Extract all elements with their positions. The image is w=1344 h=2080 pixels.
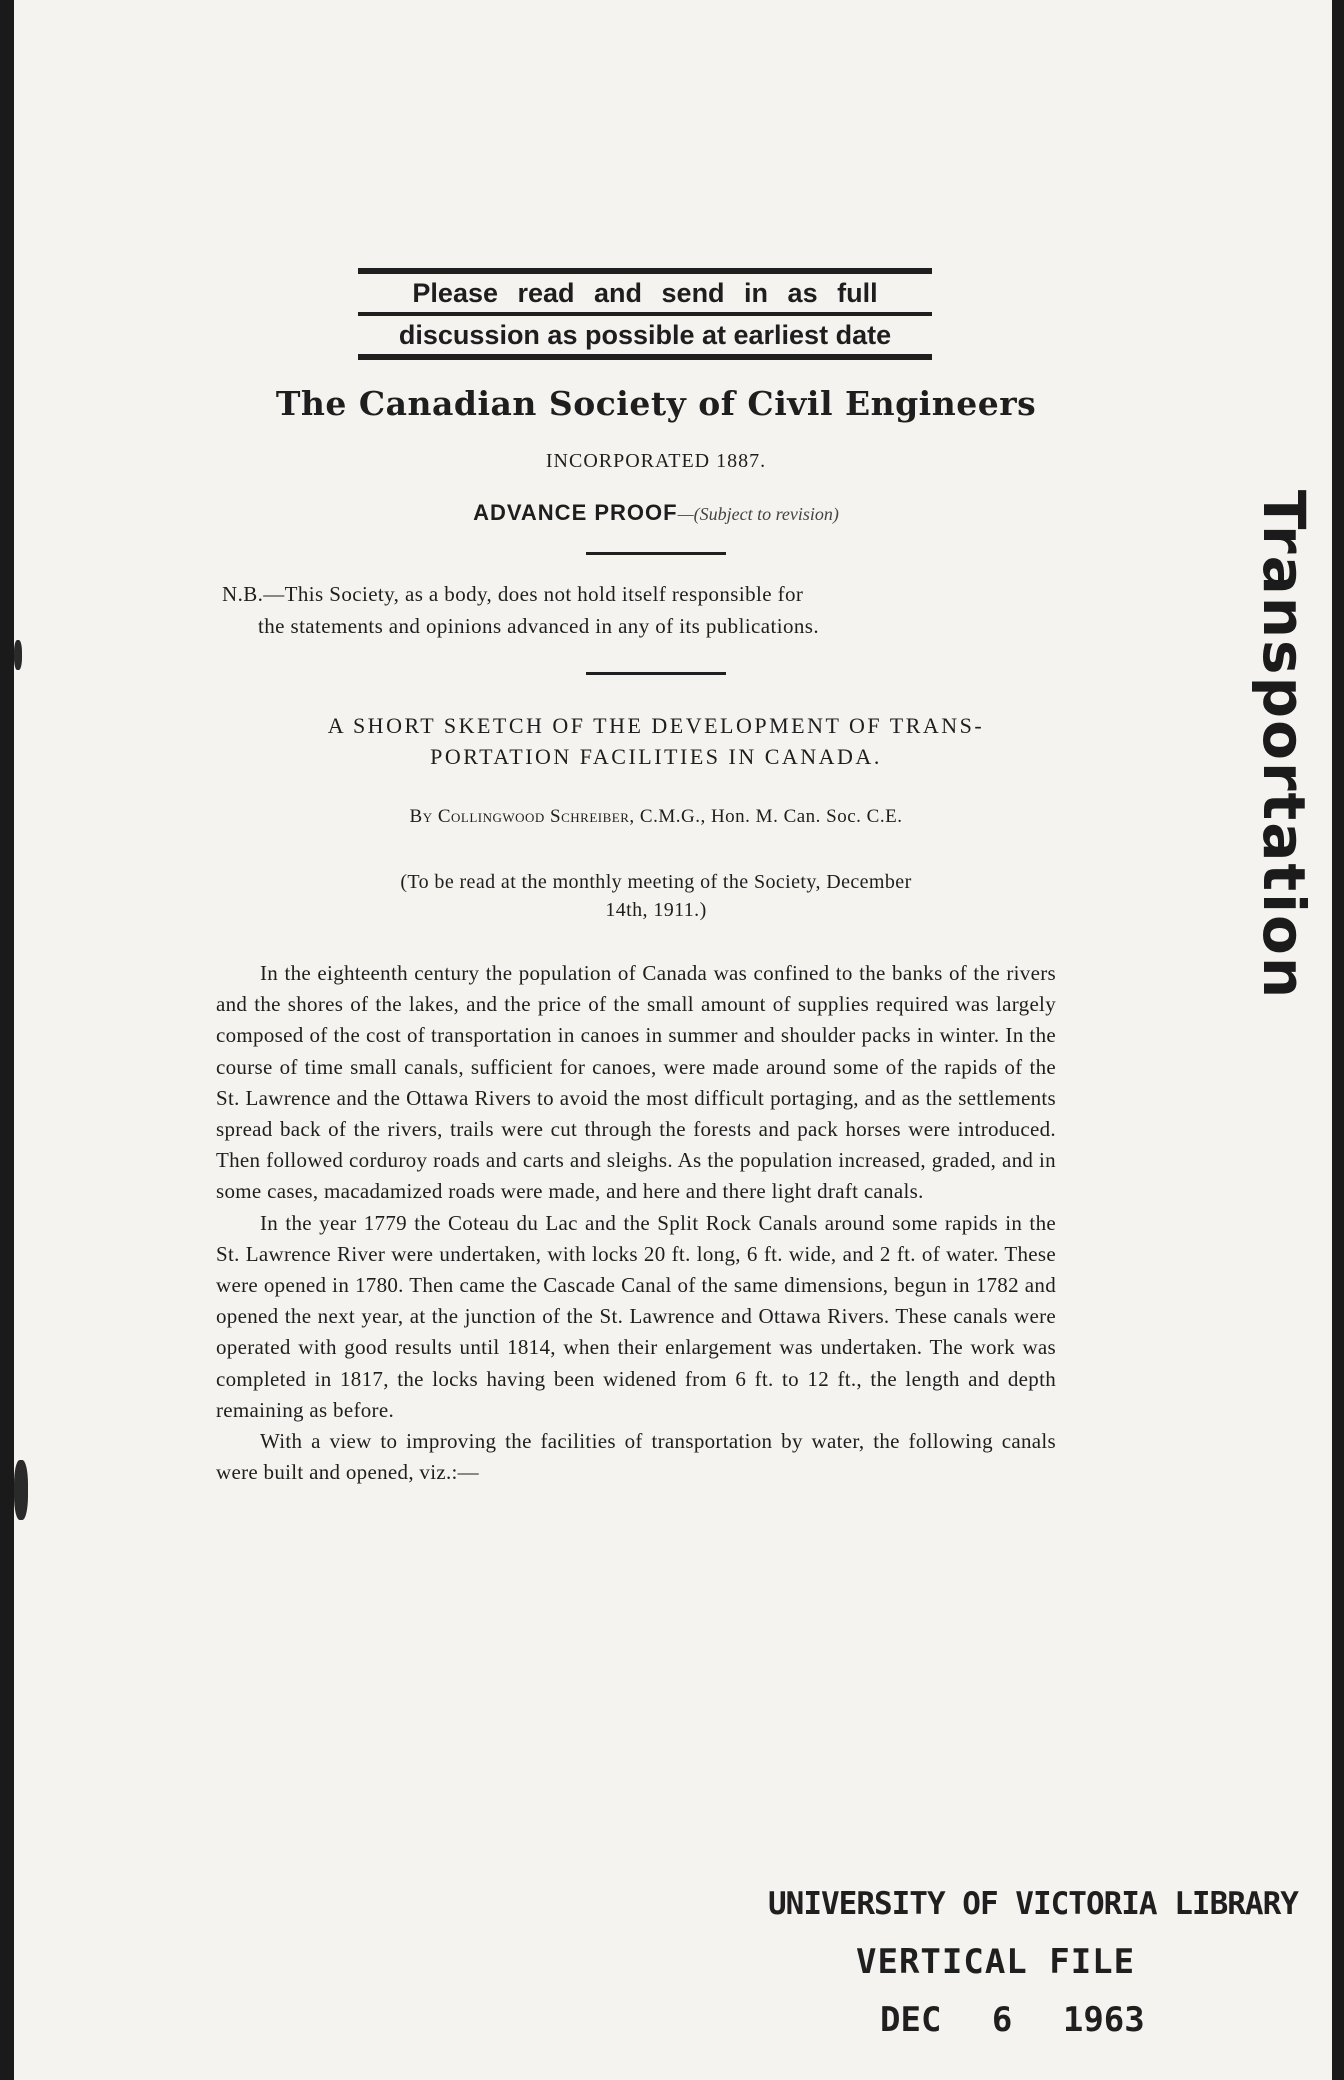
handwritten-label: [1250, 440, 1318, 1050]
stamp-file-type: VERTICAL FILE: [856, 1942, 1136, 1982]
author-credentials: , C.M.G., Hon. M. Can. Soc. C.E.: [629, 806, 903, 827]
divider-rule: [586, 672, 726, 675]
incorporated-line: INCORPORATED 1887.: [545, 450, 767, 472]
disclaimer-line-1: N.B.—This Society, as a body, does not hold itself responsible for: [222, 582, 804, 606]
notice-line-1: Please read and send in as full: [412, 278, 878, 308]
reading-note: [246, 868, 1066, 924]
discussion-notice: [358, 268, 932, 360]
scan-blemish: [14, 1460, 28, 1520]
notice-bottom-rule: [358, 354, 932, 360]
title-line-2: PORTATION FACILITIES IN CANADA.: [430, 744, 882, 769]
document-page: [14, 0, 1332, 2080]
scan-blemish: [14, 640, 22, 670]
advance-proof-label: ADVANCE PROOF: [473, 500, 678, 525]
paper-title: [216, 710, 1096, 772]
author-byline: [246, 806, 1066, 828]
revision-note: —(Subject to revision): [677, 504, 839, 524]
reading-note-line-2: 14th, 1911.): [605, 899, 707, 921]
stamp-library-name: UNIVERSITY OF VICTORIA LIBRARY: [768, 1886, 1298, 1922]
paragraph: In the eighteenth century the population of Canada was confined to the banks of the rivers and the shores of the lakes, and the price of the small amount of supplies required was largely composed of the cost of transportation in canoes in summer and shoulder packs in winter. In the course of time small canals, sufficient for canoes, were made around some of the rapids of the St. Lawrence and the Ottawa Rivers to avoid the most difficult portaging, and as the settlements spread back of the rivers, trails were cut through the forests and pack horses were introduced. Then followed corduroy roads and carts and sleighs. As the population increased, graded, and in some cases, macadamized roads were made, and here and there light draft canals.: [216, 961, 1056, 1204]
stamp-date-year: 1963: [1062, 2000, 1145, 2040]
reading-note-line-1: (To be read at the monthly meeting of the Society, December: [400, 871, 912, 893]
title-line-1: A SHORT SKETCH OF THE DEVELOPMENT OF TRANS-: [327, 713, 985, 738]
author-name: Collingwood Schreiber: [437, 806, 630, 827]
paragraph: In the year 1779 the Coteau du Lac and the Split Rock Canals around some rapids in the St. Lawrence River were undertaken, with locks 20 ft. long, 6 ft. wide, and 2 ft. of water. These were opened in 1780. Then came the Cascade Canal of the same dimensions, begun in 1782 and opened the next year, at the junction of the St. Lawrence and Ottawa Rivers. These canals were operated with good results until 1814, when their enlargement was undertaken. The work was completed in 1817, the locks having been widened from 6 ft. to 12 ft., the length and depth remaining as before.: [216, 1210, 1056, 1422]
stamp-date: [880, 2000, 1145, 2040]
paragraph: With a view to improving the facilities of transportation by water, the following canals were built and opened, viz.:—: [216, 1429, 1056, 1485]
disclaimer: [222, 578, 1072, 642]
stamp-date-day: DEC 6: [880, 2000, 1013, 2040]
byline-prefix: By: [409, 806, 433, 827]
body-text: [216, 958, 1056, 1488]
society-name: The Canadian Society of Civil Engineers: [275, 384, 1037, 423]
notice-line-2: discussion as possible at earliest date: [398, 320, 892, 350]
disclaimer-line-2: the statements and opinions advanced in any of its publications.: [258, 614, 819, 638]
advance-proof-line: [246, 500, 1066, 526]
handwritten-text: Transportation: [1250, 489, 1318, 1001]
divider-rule: [586, 552, 726, 555]
